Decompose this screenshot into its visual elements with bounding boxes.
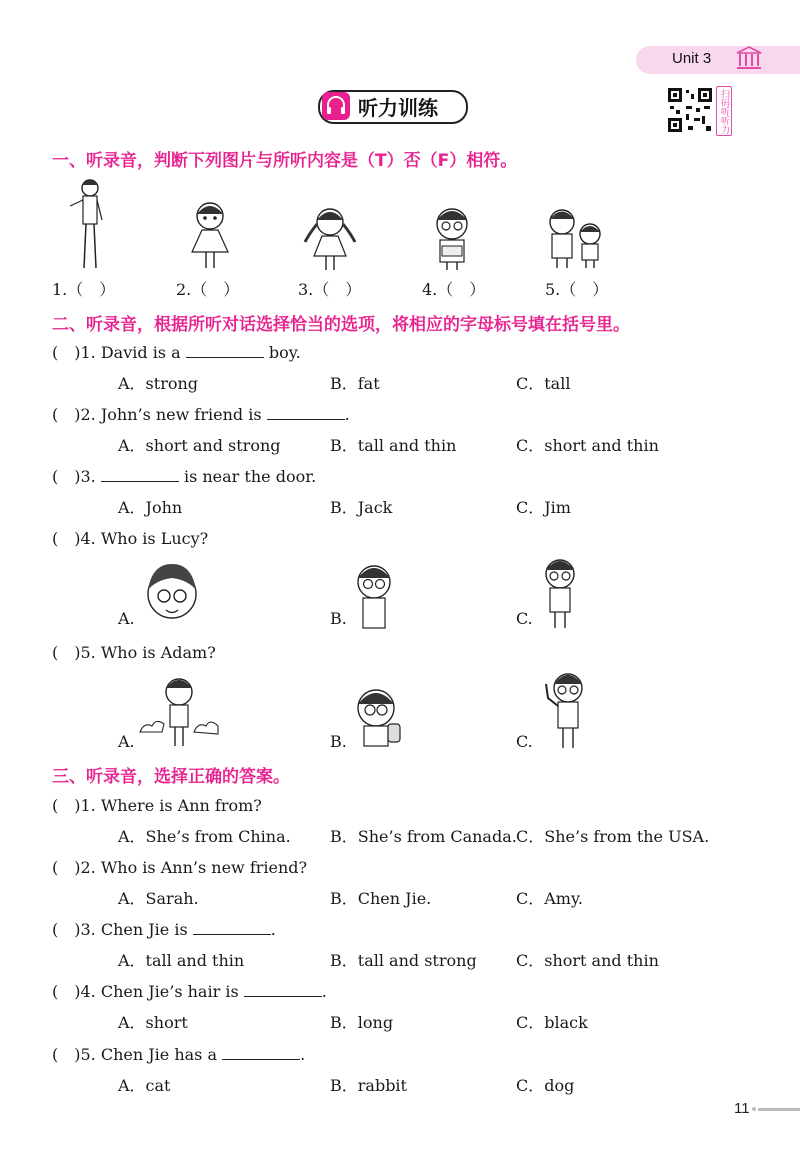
answer-blank[interactable] bbox=[267, 405, 345, 420]
answer-blank[interactable] bbox=[222, 1045, 300, 1060]
headphones-icon bbox=[322, 92, 350, 120]
s3-q4-option-c[interactable]: C．black bbox=[516, 1013, 588, 1032]
s3-q2-option-c[interactable]: C．Amy. bbox=[516, 889, 583, 908]
s2-q5-option-c[interactable]: C. bbox=[516, 732, 533, 751]
s3-q2: ( )2. Who is Ann’s new friend? bbox=[52, 858, 308, 877]
s2-q3-post: is near the door. bbox=[183, 467, 317, 486]
s3-q1-option-a[interactable]: A．She’s from China. bbox=[118, 827, 291, 846]
s1-item-3[interactable]: 3.（ ） bbox=[298, 280, 362, 299]
s1-item-5[interactable]: 5.（ ） bbox=[545, 280, 609, 299]
s3-q1-option-c[interactable]: C．She’s from the USA. bbox=[516, 827, 710, 846]
s3-q4-pre: ( )4. Chen Jie’s hair is bbox=[52, 982, 239, 1001]
s2-q3-pre: ( )3. bbox=[52, 467, 96, 486]
section2-heading: 二、听录音，根据所听对话选择恰当的选项，将相应的字母标号填在括号里。 bbox=[52, 315, 630, 335]
s3-q1-option-b[interactable]: B．She’s from Canada. bbox=[330, 827, 517, 846]
boy-clouds-figure bbox=[138, 676, 220, 748]
section3-heading: 三、听录音，选择正确的答案。 bbox=[52, 767, 290, 787]
s3-q2-option-b[interactable]: B．Chen Jie. bbox=[330, 889, 432, 908]
girl-dress-figure bbox=[184, 200, 236, 272]
answer-blank[interactable] bbox=[244, 982, 322, 997]
s3-q5 bbox=[52, 1042, 305, 1065]
unit-label: Unit 3 bbox=[672, 50, 712, 67]
boy-book-figure bbox=[428, 206, 476, 272]
s3-q3-option-b[interactable]: B．tall and strong bbox=[330, 951, 477, 970]
s3-q4-option-b[interactable]: B．long bbox=[330, 1013, 394, 1032]
page-number: 11 bbox=[734, 1100, 750, 1117]
curly-hair-girl-figure bbox=[140, 560, 204, 630]
boy-backpack-figure bbox=[350, 684, 406, 748]
girl-braids-figure bbox=[300, 206, 360, 272]
s3-q3 bbox=[52, 917, 276, 940]
s3-q5-option-c[interactable]: C．dog bbox=[516, 1076, 575, 1095]
s1-item-1[interactable]: 1.（ ） bbox=[52, 280, 116, 299]
s2-q4-option-c[interactable]: C. bbox=[516, 609, 533, 628]
s3-q5-pre: ( )5. Chen Jie has a bbox=[52, 1045, 218, 1064]
page-dot bbox=[752, 1107, 756, 1111]
qr-code-icon[interactable] bbox=[666, 86, 714, 134]
s3-q3-option-a[interactable]: A．tall and thin bbox=[118, 951, 245, 970]
s2-q5: ( )5. Who is Adam? bbox=[52, 643, 216, 662]
s2-q5-option-b[interactable]: B. bbox=[330, 732, 347, 751]
s2-q2-post: . bbox=[344, 405, 350, 424]
building-icon bbox=[734, 44, 764, 72]
two-boys-figure bbox=[544, 206, 606, 272]
s2-q3-option-a[interactable]: A．John bbox=[118, 498, 183, 517]
s2-q1 bbox=[52, 340, 301, 363]
s3-q3-pre: ( )3. Chen Jie is bbox=[52, 920, 188, 939]
answer-blank[interactable] bbox=[186, 343, 264, 358]
answer-blank[interactable] bbox=[101, 467, 179, 482]
boy-glasses-figure bbox=[352, 562, 396, 632]
s3-q4-option-a[interactable]: A．short bbox=[118, 1013, 188, 1032]
tall-man-figure bbox=[62, 176, 112, 272]
s3-q3-option-c[interactable]: C．short and thin bbox=[516, 951, 659, 970]
s2-q3-option-b[interactable]: B．Jack bbox=[330, 498, 393, 517]
qr-caption: 扫码听听力 bbox=[716, 86, 732, 136]
s2-q2-pre: ( )2. John’s new friend is bbox=[52, 405, 262, 424]
s3-q5-option-b[interactable]: B．rabbit bbox=[330, 1076, 407, 1095]
s2-q1-option-c[interactable]: C．tall bbox=[516, 374, 571, 393]
s2-q2-option-c[interactable]: C．short and thin bbox=[516, 436, 659, 455]
s3-q5-option-a[interactable]: A．cat bbox=[118, 1076, 171, 1095]
section1-heading: 一、听录音，判断下列图片与所听内容是（T）否（F）相符。 bbox=[52, 151, 518, 171]
s2-q2 bbox=[52, 402, 350, 425]
s2-q4-option-b[interactable]: B. bbox=[330, 609, 347, 628]
s2-q3-option-c[interactable]: C．Jim bbox=[516, 498, 571, 517]
s2-q5-option-a[interactable]: A. bbox=[118, 732, 135, 751]
strong-boy-figure bbox=[540, 670, 590, 750]
s2-q3 bbox=[52, 464, 316, 487]
s2-q1-post: boy. bbox=[268, 343, 301, 362]
s3-q5-post: . bbox=[300, 1045, 306, 1064]
s3-q4-post: . bbox=[321, 982, 327, 1001]
s2-q4: ( )4. Who is Lucy? bbox=[52, 529, 209, 548]
s2-q1-option-a[interactable]: A．strong bbox=[118, 374, 199, 393]
s3-q1: ( )1. Where is Ann from? bbox=[52, 796, 262, 815]
s3-q4 bbox=[52, 979, 327, 1002]
page-title: 听力训练 bbox=[358, 96, 438, 120]
s2-q4-option-a[interactable]: A. bbox=[118, 609, 135, 628]
s3-q2-option-a[interactable]: A．Sarah. bbox=[118, 889, 199, 908]
page-line bbox=[758, 1108, 800, 1111]
answer-blank[interactable] bbox=[193, 920, 271, 935]
s2-q2-option-b[interactable]: B．tall and thin bbox=[330, 436, 457, 455]
unit-tab bbox=[636, 46, 800, 74]
s2-q1-option-b[interactable]: B．fat bbox=[330, 374, 380, 393]
s1-item-4[interactable]: 4.（ ） bbox=[422, 280, 486, 299]
s2-q2-option-a[interactable]: A．short and strong bbox=[118, 436, 281, 455]
s1-item-2[interactable]: 2.（ ） bbox=[176, 280, 240, 299]
s2-q1-pre: ( )1. David is a bbox=[52, 343, 181, 362]
s3-q3-post: . bbox=[270, 920, 276, 939]
boy-standing-figure bbox=[538, 556, 582, 630]
